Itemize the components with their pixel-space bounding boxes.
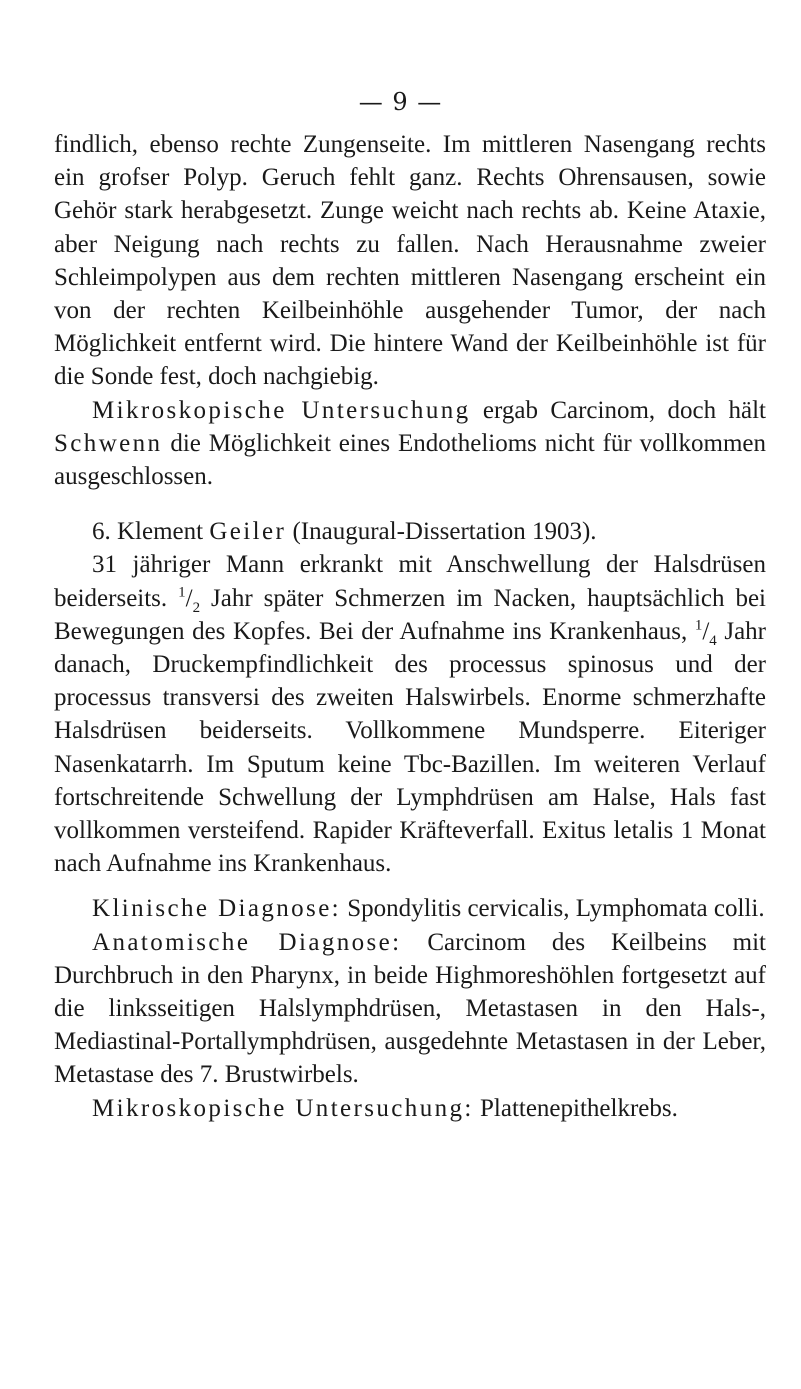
case5-micro-name: Schwenn (54, 429, 163, 457)
anatomical-diagnosis-text: Carcinom des Keilbeins mit Durchbruch in den Pharynx, in beide Highmoreshöhlen fortgesetzt auf die linksseitigen Halslymphdrüsen, Metastasen in den Hals-, Mediastinal-Portallymphdrüsen, ausgedehnte Metastasen in der Leber, Metastase des 7. Brustwirbels. (54, 928, 766, 1089)
case6-anatomical-diagnosis (54, 926, 766, 1092)
fraction-numerator: 1 (178, 584, 186, 601)
anatomical-diagnosis-label: Anatomische Diagnose: (92, 928, 402, 956)
clinical-diagnosis-text: Spondylitis cervicalis, Lymphomata colli. (341, 895, 765, 923)
case6-micro-text: Plattenepithelkrebs. (473, 1094, 678, 1122)
case5-paragraph: findlich, ebenso rechte Zungenseite. Im mittleren Nasengang rechts ein grofser Polyp. Geruch fehlt ganz. Rechts Ohrensausen, sowie Gehör stark herabgesetzt. Zunge weicht nach rechts ab. Keine Ataxie, aber Neigung nach rechts zu fallen. Nach Herausnahme zweier Schleimpolypen aus dem rechten mittleren Nasengang erscheint ein von der rechten Keilbeinhöhle ausgehender Tumor, der nach Möglichkeit entfernt wird. Die hintere Wand der Keilbeinhöhle ist für die Sonde fest, doch nachgiebig. (54, 131, 766, 391)
case6-heading-pre: 6. Klement (92, 518, 210, 546)
case6-micro-label: Mikroskopische Untersuchung: (92, 1094, 474, 1122)
fraction-denominator: 2 (192, 599, 201, 616)
body-text (54, 128, 766, 1125)
case6-microscopy-paragraph (54, 1092, 766, 1125)
case6-history-paragraph: 31 jähriger Mann erkrankt mit Anschwellung der Halsdrüsen beiderseits. $^1/_2$ Jahr später Schmerzen im Nacken, hauptsächlich bei Bewegungen des Kopfes. Bei der Aufnahme ins Krankenhaus, $^1/_4$ Jahr danach, Druckempfindlichkeit des processus spinosus und der processus transversi des zweiten Halswirbels. Enorme schmerzhafte Halsdrüsen beiderseits. Vollkommene Mundsperre. Eiteriger Nasenkatarrh. Im Sputum keine Tbc-Bazillen. Im weiteren Verlauf fortschreitende Schwellung der Lymphdrüsen am Halse, Hals fast vollkommen versteifend. Rapider Kräfteverfall. Exitus letalis 1 Monat nach Aufnahme ins Krankenhaus. (54, 551, 766, 878)
case6-text-b: Jahr später Schmerzen im Nacken, hauptsächlich bei Bewegungen des Kopfes. Bei der Aufnahme ins Krankenhaus, (54, 584, 766, 645)
case6-text-a: 31 jähriger Mann erkrankt mit Anschwellung der Halsdrüsen beiderseits. (54, 551, 766, 612)
case6-heading-name: Geiler (209, 518, 287, 546)
case5-micro-label: Mikroskopische Untersuchung (92, 396, 471, 424)
fraction-numerator: 1 (694, 617, 703, 634)
case5-micro-text-a: ergab Carcinom, doch hält (470, 396, 766, 424)
case5-micro-text-b: die Möglichkeit eines Endothelioms nicht für vollkommen ausgeschlossen. (54, 429, 766, 491)
fraction-denominator: 4 (709, 632, 717, 649)
case6-heading (54, 515, 766, 548)
case6-text-c: Jahr danach, Druckempfindlichkeit des processus spinosus und der processus transversi des zweiten Halswirbels. Enorme schmerzhafte Halsdrüsen beiderseits. Vollkommene Mundsperre. Eiteriger Nasenkatarrh. Im Sputum keine Tbc-Bazillen. Im weiteren Verlauf fortschreitende Schwellung der Lymphdrüsen am Halse, Hals fast vollkommen versteifend. Rapider Kräfteverfall. Exitus letalis 1 Monat nach Aufnahme ins Krankenhaus. (54, 617, 766, 878)
case6-clinical-diagnosis (54, 892, 766, 925)
case6-heading-post: (Inaugural-Dissertation 1903). (286, 518, 597, 546)
case5-microscopy-paragraph (54, 394, 766, 494)
page-number-header: — 9 — (358, 88, 443, 116)
clinical-diagnosis-label: Klinische Diagnose: (92, 895, 342, 923)
